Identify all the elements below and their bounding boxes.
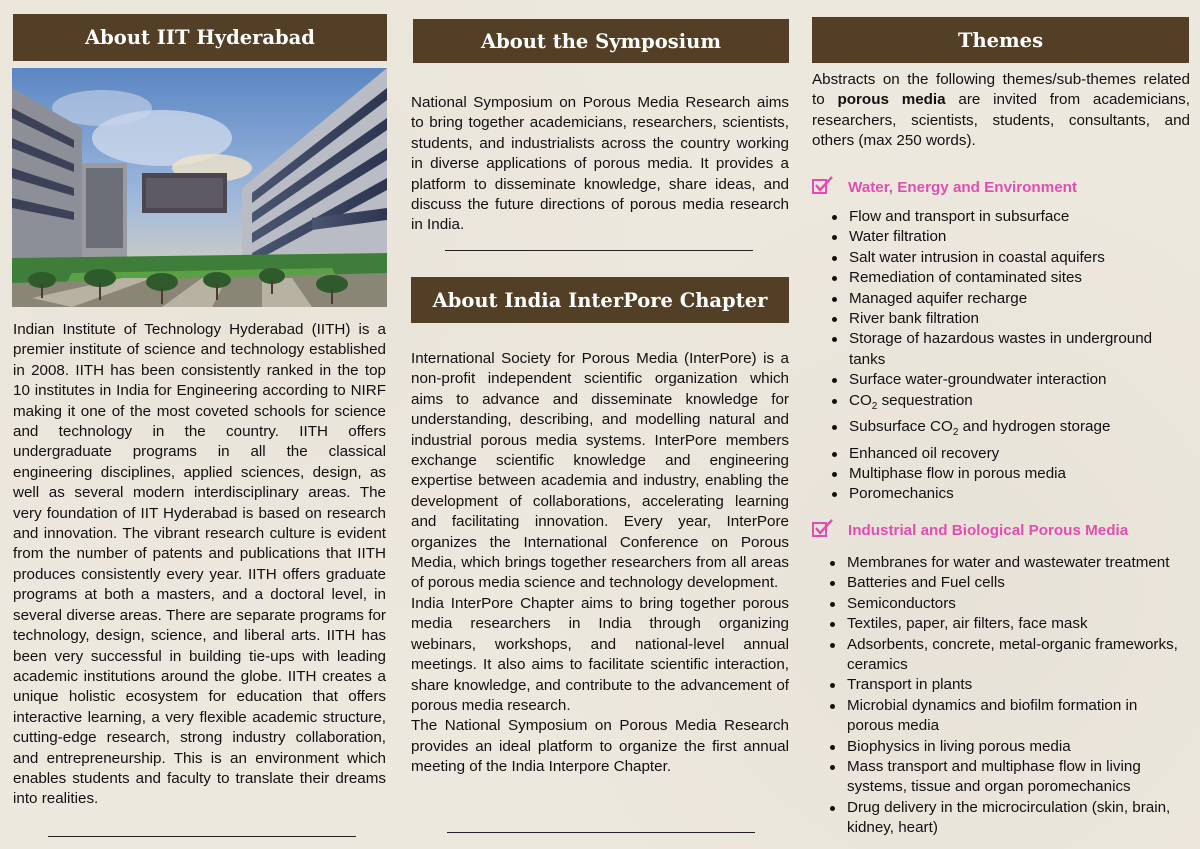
list-item: Multiphase flow in porous media — [832, 464, 1177, 484]
list-item: Remediation of contaminated sites — [832, 268, 1177, 288]
col2-divider-top — [445, 250, 753, 251]
themes-intro-pre: Abstracts on the following themes/sub-themes related to — [812, 71, 1190, 109]
symposium-body: National Symposium on Porous Media Research aims to bring together academicians, researchers, scientists, students, and industrialists across the country working in diverse applications of porous media. It provides a platform to disseminate knowledge, share ideas, and discuss the future directions of porous media research in India. — [411, 94, 789, 234]
chapter-heading: About India InterPore Chapter — [432, 288, 768, 312]
list-item: Surface water-groundwater interaction — [832, 370, 1177, 390]
theme2-list — [830, 553, 1180, 839]
list-item: Water filtration — [832, 227, 1177, 247]
list-item: Microbial dynamics and biofilm formation in porous media — [830, 696, 1180, 737]
iith-description — [13, 320, 386, 810]
symposium-description — [411, 93, 789, 236]
themes-heading: Themes — [957, 28, 1044, 52]
symposium-heading: About the Symposium — [480, 29, 721, 53]
iith-heading-banner — [13, 14, 387, 61]
list-item: Transport in plants — [830, 675, 1180, 695]
col2-divider-bottom — [447, 832, 755, 833]
col1-divider — [48, 836, 356, 837]
list-item: Semiconductors — [830, 594, 1180, 614]
checkbox-icon — [812, 175, 834, 199]
list-item: Storage of hazardous wastes in underground tanks — [832, 329, 1177, 370]
list-item: Managed aquifer recharge — [832, 289, 1177, 309]
themes-intro — [812, 70, 1190, 152]
chapter-description — [411, 349, 789, 778]
theme1-title: Water, Energy and Environment — [848, 178, 1077, 196]
chapter-heading-banner — [411, 277, 789, 323]
list-item: Drug delivery in the microcirculation (skin, brain, kidney, heart) — [830, 798, 1180, 839]
theme1-header — [812, 175, 1077, 199]
list-item: Salt water intrusion in coastal aquifers — [832, 248, 1177, 268]
list-item: Biophysics in living porous media — [830, 737, 1180, 757]
theme1-list — [832, 207, 1177, 505]
campus-photo — [12, 68, 387, 307]
list-item: Mass transport and multiphase flow in living systems, tissue and organ poromechanics — [830, 757, 1180, 798]
checkbox-icon — [812, 518, 834, 542]
chapter-body-2: India InterPore Chapter aims to bring together porous media researchers in India through organizing webinars, workshops, and national-level annual meetings. It also aims to facilitate scientific interaction, share knowledge, and contribute to the advancement of porous media research. — [411, 594, 789, 714]
list-item: Textiles, paper, air filters, face mask — [830, 614, 1180, 634]
themes-intro-post: are invited from academicians, researchers, scientists, students, consultants, and others (max 250 words). — [812, 91, 1190, 150]
iith-heading: About IIT Hyderabad — [85, 26, 315, 49]
theme2-title: Industrial and Biological Porous Media — [848, 521, 1129, 539]
themes-intro-bold: porous media — [837, 91, 946, 109]
list-item-co2-sequestration: $CO_2$ sequestration — [832, 391, 1177, 417]
list-item: Flow and transport in subsurface — [832, 207, 1177, 227]
list-item-co2-storage: Subsurface $CO_2$ and hydrogen storage — [832, 417, 1177, 443]
chapter-body-1: International Society for Porous Media (InterPore) is a non-profit independent scientific organization which aims to advance and disseminate knowledge for understanding, describing, and modelling natural and industrial porous media systems. InterPore members exchange scientific knowledge and engineering expertise between academia and industry, enabling the development of collaborations, accelerating learning and facilitating innovation. Every year, InterPore organizes the International Conference on Porous Media, which brings together researchers from all areas of porous media science and technology development. — [411, 350, 789, 592]
list-item: Enhanced oil recovery — [832, 444, 1177, 464]
list-item: Poromechanics — [832, 484, 1177, 504]
list-item: Adsorbents, concrete, metal-organic frameworks, ceramics — [830, 635, 1180, 676]
themes-heading-banner — [812, 17, 1189, 63]
theme2-header — [812, 518, 1128, 542]
list-item: Membranes for water and wastewater treatment — [830, 553, 1180, 573]
iith-body: Indian Institute of Technology Hyderabad (IITH) is a premier institute of science and technology established in 2008. IITH has been consistently ranked in the top 10 institutes in India for Engineering according to NIRF making it one of the most coveted schools for science and technology in the country. IITH offers undergraduate programs in all the classical engineering disciplines, applied sciences, design, as well as several modern interdisciplinary areas. The very foundation of IIT Hyderabad is based on research and innovation. The vibrant research culture is evident from the number of patents and publications that IITH produces consistently every year. IITH offers graduate programs at both a masters, and a doctoral level, in several diverse areas. There are separate programs for technology, design, science, and liberal arts. IITH has been very successful in building tie-ups with leading academic institutions around the globe. IITH creates a unique holistic ecosystem for education that offers interactive learning, a very flexible academic structure, cutting-edge research, strong industry collaboration, and entrepreneurship. This is an environment which enables students and faculty to translate their dreams into realities. — [13, 321, 386, 808]
symposium-heading-banner — [413, 19, 789, 63]
list-item: River bank filtration — [832, 309, 1177, 329]
list-item: Batteries and Fuel cells — [830, 573, 1180, 593]
chapter-body-3: The National Symposium on Porous Media Research provides an ideal platform to organize the first annual meeting of the India Interpore Chapter. — [411, 717, 789, 776]
